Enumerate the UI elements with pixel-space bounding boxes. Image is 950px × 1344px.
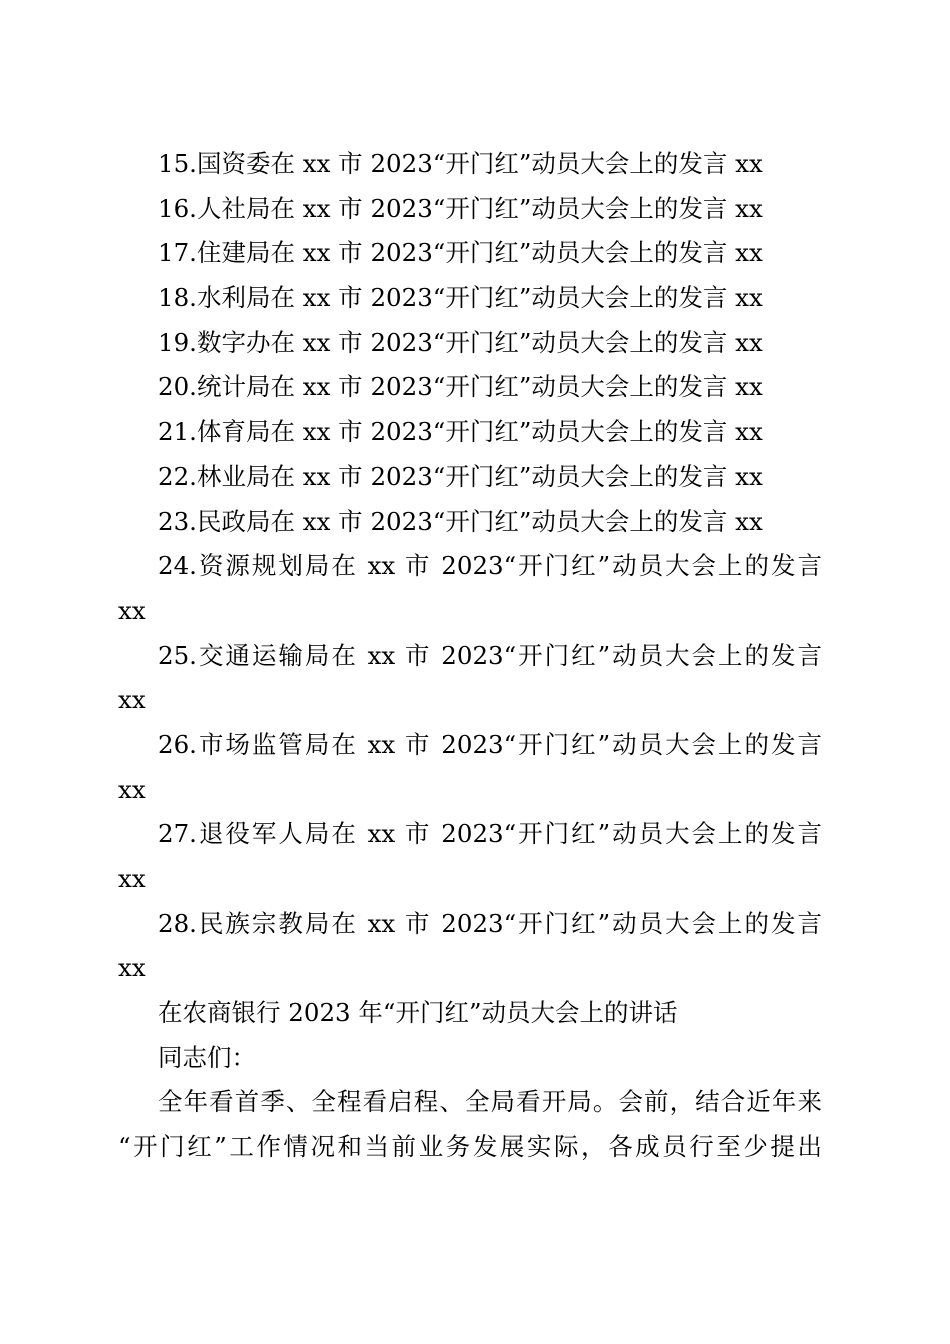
speech-title: 在农商银行 2023 年“开门红”动员大会上的讲话 (158, 998, 678, 1028)
toc-item-wrapped-first: 27.退役军人局在 xx 市 2023“开门红”动员大会上的发言 (158, 819, 822, 849)
toc-item: 20.统计局在 xx 市 2023“开门红”动员大会上的发言 xx (158, 372, 763, 402)
body-paragraph-line: “开门红”工作情况和当前业务发展实际，各成员行至少提出 (118, 1132, 822, 1162)
toc-item: 17.住建局在 xx 市 2023“开门红”动员大会上的发言 xx (158, 238, 763, 268)
toc-item: 19.数字办在 xx 市 2023“开门红”动员大会上的发言 xx (158, 327, 763, 357)
toc-item: 15.国资委在 xx 市 2023“开门红”动员大会上的发言 xx (158, 149, 763, 178)
toc-item: 22.林业局在 xx 市 2023“开门红”动员大会上的发言 xx (158, 461, 763, 491)
toc-item-wrapped-rest: xx (118, 953, 146, 983)
body-paragraph-line: 全年看首季、全程看启程、全局看开局。会前，结合近年来 (158, 1087, 822, 1117)
toc-item-wrapped-first: 25.交通运输局在 xx 市 2023“开门红”动员大会上的发言 (158, 640, 822, 670)
toc-item-wrapped-first: 26.市场监管局在 xx 市 2023“开门红”动员大会上的发言 (158, 729, 822, 759)
toc-item-wrapped-first: 28.民族宗教局在 xx 市 2023“开门红”动员大会上的发言 (158, 908, 822, 938)
toc-item: 18.水利局在 xx 市 2023“开门红”动员大会上的发言 xx (158, 283, 763, 313)
toc-item-wrapped-rest: xx (118, 595, 146, 625)
document-body (118, 142, 822, 1170)
toc-item-wrapped-rest: xx (118, 864, 146, 893)
toc-item: 16.人社局在 xx 市 2023“开门红”动员大会上的发言 xx (158, 193, 763, 223)
toc-item-wrapped-rest: xx (118, 774, 146, 804)
toc-item-wrapped-first: 24.资源规划局在 xx 市 2023“开门红”动员大会上的发言 (158, 551, 822, 581)
salutation: 同志们： (158, 1042, 256, 1072)
toc-item-wrapped-rest: xx (118, 685, 146, 715)
toc-item: 23.民政局在 xx 市 2023“开门红”动员大会上的发言 xx (158, 506, 763, 536)
toc-item: 21.体育局在 xx 市 2023“开门红”动员大会上的发言 xx (158, 417, 763, 447)
